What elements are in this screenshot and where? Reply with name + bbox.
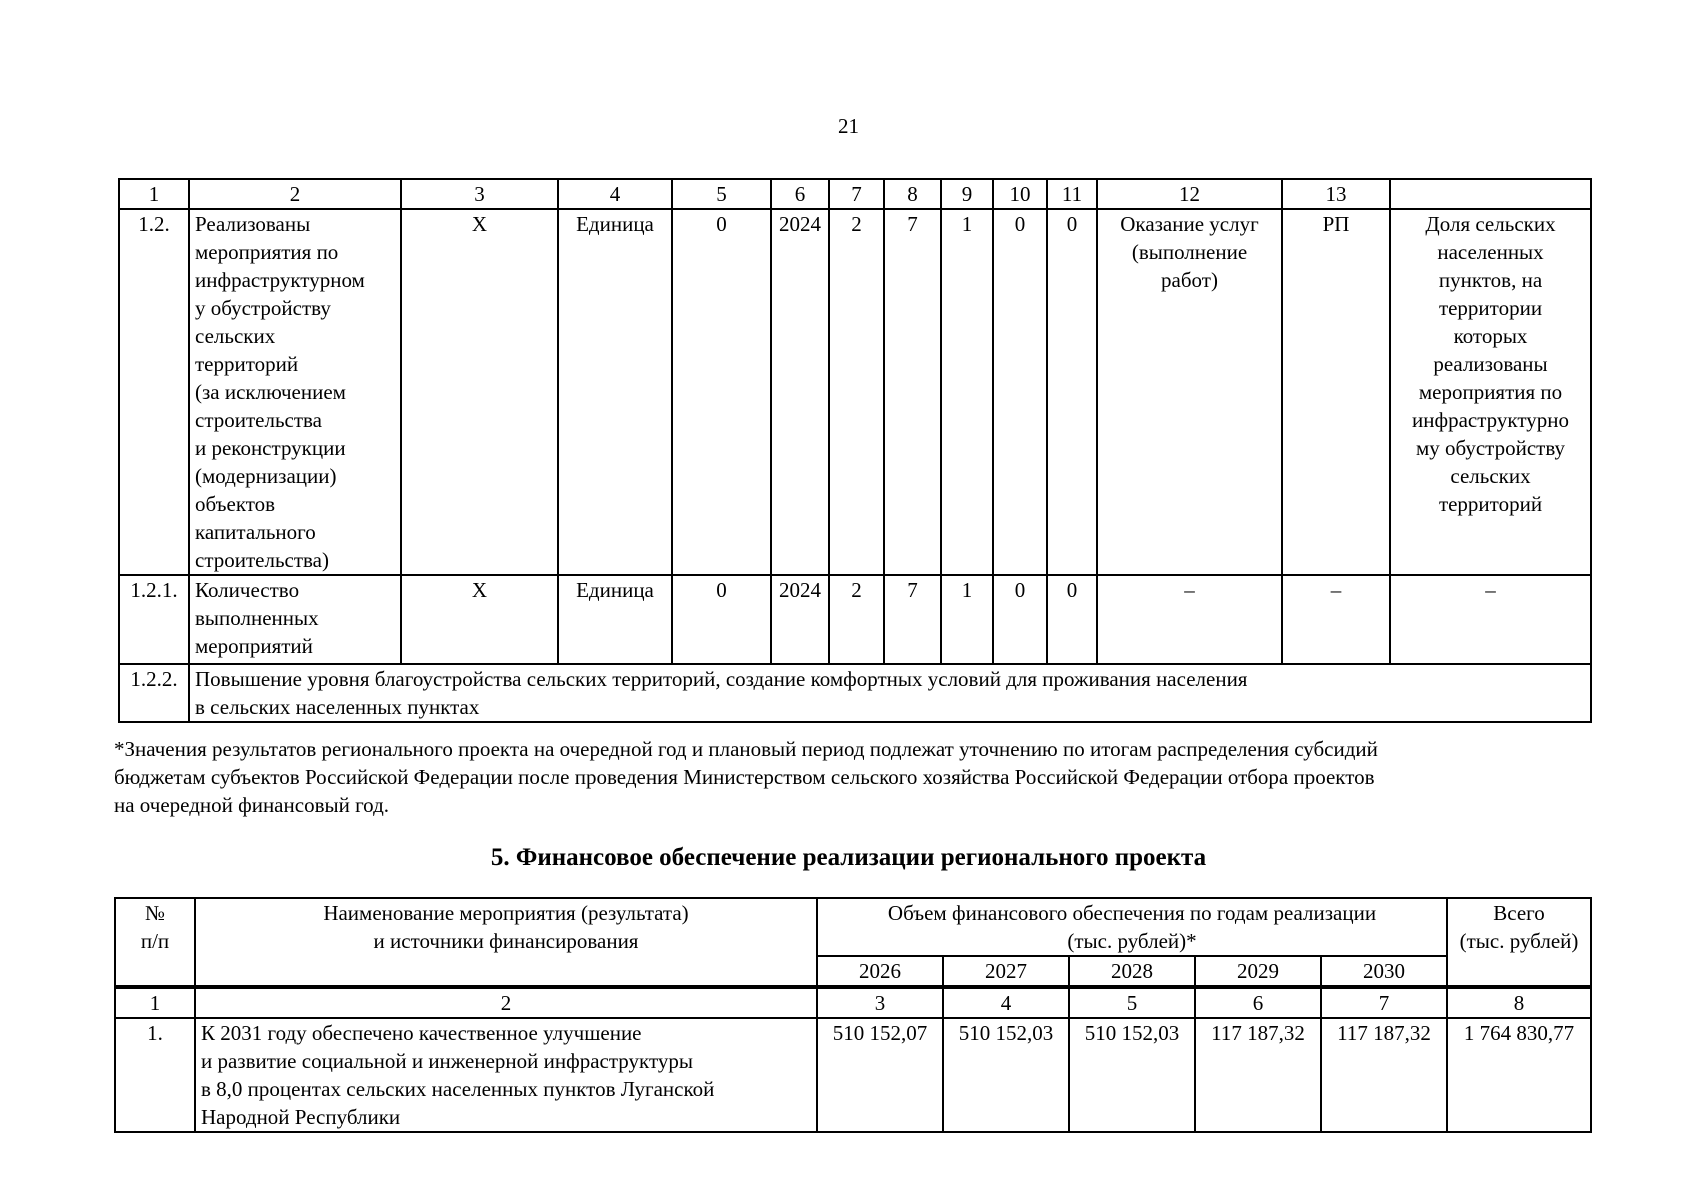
year-value: 510 152,03 <box>1069 1018 1195 1132</box>
financing-header-table <box>114 897 1592 987</box>
cell-value: 0 <box>672 209 771 575</box>
result-name: Количество выполненных мероприятий <box>189 575 401 664</box>
col-header: 7 <box>1321 988 1447 1018</box>
cell-value: Х <box>401 209 558 575</box>
cell-value: 7 <box>884 209 941 575</box>
col-header: 3 <box>401 179 558 209</box>
cell-level: РП <box>1282 209 1390 575</box>
year-value: 510 152,03 <box>943 1018 1069 1132</box>
header-volume: Объем финансового обеспечения по годам реализации (тыс. рублей)* <box>817 898 1447 956</box>
col-header: 7 <box>829 179 884 209</box>
row-number: 1.2.1. <box>119 575 189 664</box>
year-header: 2029 <box>1195 956 1321 986</box>
section-title: 5. Финансовое обеспечение реализации регионального проекта <box>490 844 1207 871</box>
row-number: 1. <box>115 1018 195 1132</box>
year-value: 117 187,32 <box>1321 1018 1447 1132</box>
col-header: 5 <box>672 179 771 209</box>
col-header: 4 <box>558 179 672 209</box>
cell-value: 0 <box>1047 209 1097 575</box>
col-header: 1 <box>115 988 195 1018</box>
col-header: 5 <box>1069 988 1195 1018</box>
table-header-row <box>119 179 1591 209</box>
cell-unit: Единица <box>558 575 672 664</box>
cell-indicator: – <box>1390 575 1591 664</box>
row-number: 1.2.2. <box>119 664 189 722</box>
table-header-row <box>115 898 1591 956</box>
cell-type: – <box>1097 575 1282 664</box>
cell-value: 0 <box>993 575 1047 664</box>
col-header: 9 <box>941 179 993 209</box>
col-header: 6 <box>771 179 829 209</box>
cell-type: Оказание услуг (выполнение работ) <box>1097 209 1282 575</box>
results-table <box>118 178 1592 723</box>
header-name: Наименование мероприятия (результата) и источники финансирования <box>195 898 817 986</box>
cell-value: 0 <box>993 209 1047 575</box>
col-header: 3 <box>817 988 943 1018</box>
header-number: № п/п <box>115 898 195 986</box>
col-header: 10 <box>993 179 1047 209</box>
cell-level: – <box>1282 575 1390 664</box>
year-header: 2027 <box>943 956 1069 986</box>
table-header-row <box>115 988 1591 1018</box>
year-header: 2028 <box>1069 956 1195 986</box>
col-header: 12 <box>1097 179 1282 209</box>
year-value: 117 187,32 <box>1195 1018 1321 1132</box>
cell-value: 0 <box>672 575 771 664</box>
col-header: 8 <box>1447 988 1591 1018</box>
cell-value: 2 <box>829 575 884 664</box>
financing-table <box>114 987 1592 1133</box>
result-name: Реализованы мероприятия по инфраструктурном у обустройству сельских территорий (за исключением строительства и реконструкции (модернизации) объектов капитального строительства) <box>189 209 401 575</box>
cell-value: 2 <box>829 209 884 575</box>
page-number: 21 <box>838 114 859 138</box>
col-header: 4 <box>943 988 1069 1018</box>
cell-unit: Единица <box>558 209 672 575</box>
col-header <box>1390 179 1591 209</box>
cell-indicator: Доля сельских населенных пунктов, на территории которых реализованы мероприятия по инфраструктурно му обустройству сельских территорий <box>1390 209 1591 575</box>
cell-year: 2024 <box>771 209 829 575</box>
table-row <box>115 1018 1591 1132</box>
result-name: К 2031 году обеспечено качественное улучшение и развитие социальной и инженерной инфраструктуры в 8,0 процентах сельских населенных пунктов Луганской Народной Республики <box>195 1018 817 1132</box>
footnote: *Значения результатов регионального проекта на очередной год и плановый период подлежат уточнению по итогам распределения субсидий бюджетам субъектов Российской Федерации после проведения Министерством сельского хозяйства Российской Федерации отбора проектов на очередной финансовый год. <box>114 737 1378 817</box>
col-header: 6 <box>1195 988 1321 1018</box>
col-header: 11 <box>1047 179 1097 209</box>
year-value: 510 152,07 <box>817 1018 943 1132</box>
year-header: 2026 <box>817 956 943 986</box>
table-row <box>119 664 1591 722</box>
cell-year: 2024 <box>771 575 829 664</box>
cell-value: 0 <box>1047 575 1097 664</box>
header-total: Всего (тыс. рублей) <box>1447 898 1591 986</box>
row-number: 1.2. <box>119 209 189 575</box>
total-value: 1 764 830,77 <box>1447 1018 1591 1132</box>
year-header: 2030 <box>1321 956 1447 986</box>
table-row <box>119 209 1591 575</box>
col-header: 2 <box>189 179 401 209</box>
table-row <box>119 575 1591 664</box>
cell-value: 7 <box>884 575 941 664</box>
col-header: 13 <box>1282 179 1390 209</box>
cell-value: Х <box>401 575 558 664</box>
col-header: 1 <box>119 179 189 209</box>
col-header: 2 <box>195 988 817 1018</box>
cell-value: 1 <box>941 575 993 664</box>
cell-value: 1 <box>941 209 993 575</box>
task-text: Повышение уровня благоустройства сельских территорий, создание комфортных условий для проживания населения в сельских населенных пунктах <box>189 664 1591 722</box>
col-header: 8 <box>884 179 941 209</box>
